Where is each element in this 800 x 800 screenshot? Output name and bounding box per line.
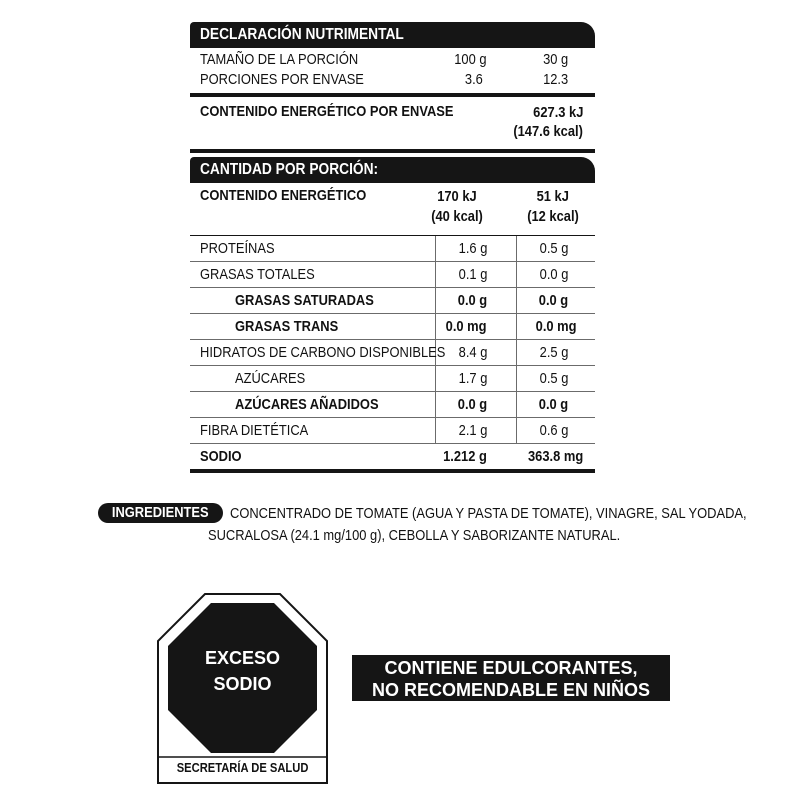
table-row-total-fat bbox=[190, 262, 595, 288]
row-value-portion: 0.0 g bbox=[538, 396, 568, 413]
ingredients-badge bbox=[98, 503, 223, 523]
serving-size-portion: 30 g bbox=[542, 51, 568, 68]
row-value-100g: 0.0 g bbox=[457, 396, 487, 413]
row-value-portion: 0.5 g bbox=[539, 240, 568, 257]
servings-100g: 3.6 bbox=[465, 71, 483, 88]
row-label: AZÚCARES bbox=[235, 370, 306, 387]
row-label: GRASAS TRANS bbox=[235, 318, 339, 335]
ingredients-text-1: CONCENTRADO DE TOMATE (AGUA Y PASTA DE TOMATE), VINAGRE, SAL YODADA, bbox=[230, 505, 747, 522]
row-value-portion: 0.0 mg bbox=[536, 318, 577, 335]
row-value-portion: 0.5 g bbox=[539, 370, 568, 387]
row-value-100g: 1.6 g bbox=[458, 240, 487, 257]
sweetener-line-1: CONTIENE EDULCORANTES, bbox=[384, 658, 638, 678]
seal-text bbox=[157, 645, 328, 697]
row-label: GRASAS TOTALES bbox=[200, 266, 315, 283]
seal-footer bbox=[157, 756, 328, 780]
row-value-portion: 0.0 g bbox=[539, 266, 568, 283]
table-row-saturated-fat bbox=[190, 288, 595, 314]
row-value-portion: 2.5 g bbox=[539, 344, 568, 361]
nutrition-title: DECLARACIÓN NUTRIMENTAL bbox=[200, 26, 404, 43]
servings-portion: 12.3 bbox=[542, 71, 568, 88]
per-portion-title: CANTIDAD POR PORCIÓN: bbox=[200, 161, 379, 178]
energy-container-kj: 627.3 kJ bbox=[532, 104, 583, 121]
servings-label: PORCIONES POR ENVASE bbox=[200, 71, 364, 88]
table-row-fiber bbox=[190, 418, 595, 444]
seal-line-2: SODIO bbox=[213, 674, 272, 694]
per-portion-title-bar bbox=[190, 157, 595, 183]
energy-portion-kj: 51 kJ bbox=[536, 188, 570, 205]
serving-size-row bbox=[190, 50, 595, 70]
energy-portion-kcal: (12 kcal) bbox=[527, 208, 579, 225]
row-value-portion: 0.0 g bbox=[538, 292, 568, 309]
row-value-100g: 0.0 g bbox=[457, 292, 487, 309]
ingredients-line-2 bbox=[208, 526, 687, 546]
seal-line-1: EXCESO bbox=[204, 648, 281, 668]
energy-container-label: CONTENIDO ENERGÉTICO POR ENVASE bbox=[200, 103, 454, 120]
row-label: HIDRATOS DE CARBONO DISPONIBLES bbox=[200, 344, 446, 361]
table-row-carbohydrates bbox=[190, 340, 595, 366]
serving-size-label: TAMAÑO DE LA PORCIÓN bbox=[200, 51, 359, 68]
seal-footer-text: SECRETARÍA DE SALUD bbox=[176, 760, 309, 775]
energy-label: CONTENIDO ENERGÉTICO bbox=[200, 187, 367, 204]
row-value-100g: 8.4 g bbox=[458, 344, 487, 361]
excess-sodium-seal bbox=[157, 593, 328, 784]
table-row-trans-fat bbox=[190, 314, 595, 340]
table-row-sodium bbox=[190, 444, 595, 473]
row-value-100g: 1.7 g bbox=[458, 370, 487, 387]
ingredients-text-2: SUCRALOSA (24.1 mg/100 g), CEBOLLA Y SABORIZANTE NATURAL. bbox=[208, 527, 621, 544]
row-value-100g: 1.212 g bbox=[443, 448, 487, 465]
energy-container-kcal: (147.6 kcal) bbox=[513, 123, 583, 140]
serving-size-100g: 100 g bbox=[454, 51, 487, 68]
row-value-100g: 2.1 g bbox=[458, 422, 487, 439]
row-value-100g: 0.1 g bbox=[458, 266, 487, 283]
energy-100g-kj: 170 kJ bbox=[437, 188, 477, 205]
row-value-100g: 0.0 mg bbox=[446, 318, 487, 335]
energy-row bbox=[190, 183, 595, 236]
row-value-portion: 0.6 g bbox=[539, 422, 568, 439]
row-label: GRASAS SATURADAS bbox=[235, 292, 374, 309]
sweetener-warning-box bbox=[352, 655, 670, 701]
row-label: SODIO bbox=[200, 448, 242, 465]
nutrition-facts-table bbox=[190, 22, 595, 473]
row-value-portion: 363.8 mg bbox=[527, 448, 583, 465]
table-row-sugars bbox=[190, 366, 595, 392]
table-row-proteins bbox=[190, 236, 595, 262]
ingredients-label: INGREDIENTES bbox=[112, 504, 209, 521]
ingredients-line-1 bbox=[230, 504, 790, 524]
table-row-added-sugars bbox=[190, 392, 595, 418]
row-label: FIBRA DIETÉTICA bbox=[200, 422, 309, 439]
row-label: AZÚCARES AÑADIDOS bbox=[235, 396, 379, 413]
servings-row bbox=[190, 70, 595, 97]
sweetener-line-2: NO RECOMENDABLE EN NIÑOS bbox=[371, 680, 650, 700]
energy-100g-kcal: (40 kcal) bbox=[431, 208, 483, 225]
nutrition-title-bar bbox=[190, 22, 595, 48]
energy-container-block bbox=[190, 97, 595, 153]
row-label: PROTEÍNAS bbox=[200, 240, 275, 257]
